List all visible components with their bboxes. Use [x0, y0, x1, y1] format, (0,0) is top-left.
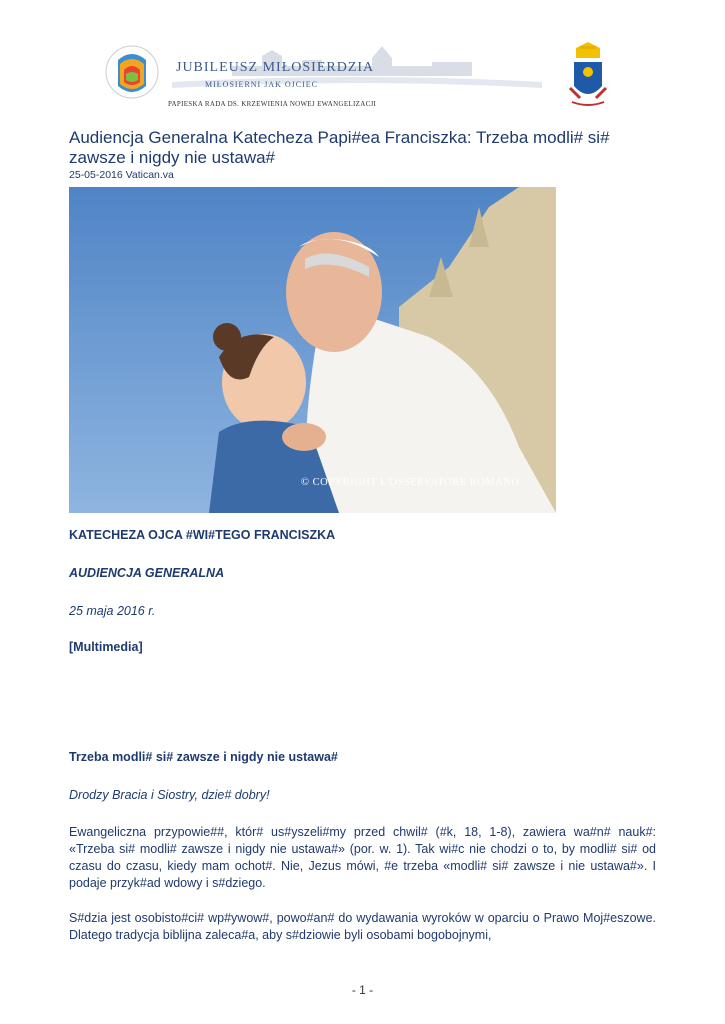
paragraph-1: Ewangeliczna przypowie##, któr# us#yszeli#my przed chwil# (#k, 18, 1-8), zawiera wa#n# nauk#: «Trzeba si# modli# zawsze i nigdy nie ustawa#» (por. w. 1). Tak wi#c nie chodzi o to, by modli# si# od czasu do czasu, kiedy mam ochot#. Nie, Jezus mówi, #e trzeba «modli# si# zawsze i nie ustawa#». I podaje przyk#ad wdowy i s#dziego.	[69, 825, 656, 890]
jubilee-logo	[104, 40, 160, 104]
article-photo	[69, 187, 556, 513]
photo-illustration	[69, 187, 556, 513]
catechesis-heading: KATECHEZA OJCA #WI#TEGO FRANCISZKA	[69, 528, 336, 542]
papal-coat-of-arms	[566, 42, 610, 108]
multimedia-link[interactable]: [Multimedia]	[69, 640, 143, 654]
banner-subtitle: MIŁOSIERNI JAK OJCIEC	[205, 80, 318, 89]
paragraph-2: S#dzia jest osobisto#ci# wp#ywow#, powo#an# do wydawania wyroków w oparciu o Prawo Moj#eszowe. Dlatego tradycja biblijna zaleca#a, aby s#dziowie byli osobami bogobojnymi,	[69, 911, 656, 942]
article-title: Audiencja Generalna Katecheza Papi#ea Franciszka: Trzeba modli# si# zawsze i nigdy nie ustawa#	[69, 128, 610, 167]
page-number: - 1 -	[351, 983, 374, 997]
greeting: Drodzy Bracia i Siostry, dzie# dobry!	[69, 788, 270, 802]
date-line: 25 maja 2016 r.	[69, 604, 156, 618]
council-name: PAPIESKA RADA DS. KRZEWIENIA NOWEJ EWANGELIZACJI	[168, 100, 377, 108]
article-date-source: 25-05-2016 Vatican.va	[69, 169, 174, 181]
photo-caption: © COPYRIGHT L'OSSERVATORE ROMANO	[301, 477, 520, 488]
audience-heading: AUDIENCJA GENERALNA	[69, 566, 225, 580]
banner-title: JUBILEUSZ MIŁOSIERDZIA	[176, 60, 375, 75]
section-subtitle: Trzeba modli# si# zawsze i nigdy nie ustawa#	[69, 750, 338, 764]
